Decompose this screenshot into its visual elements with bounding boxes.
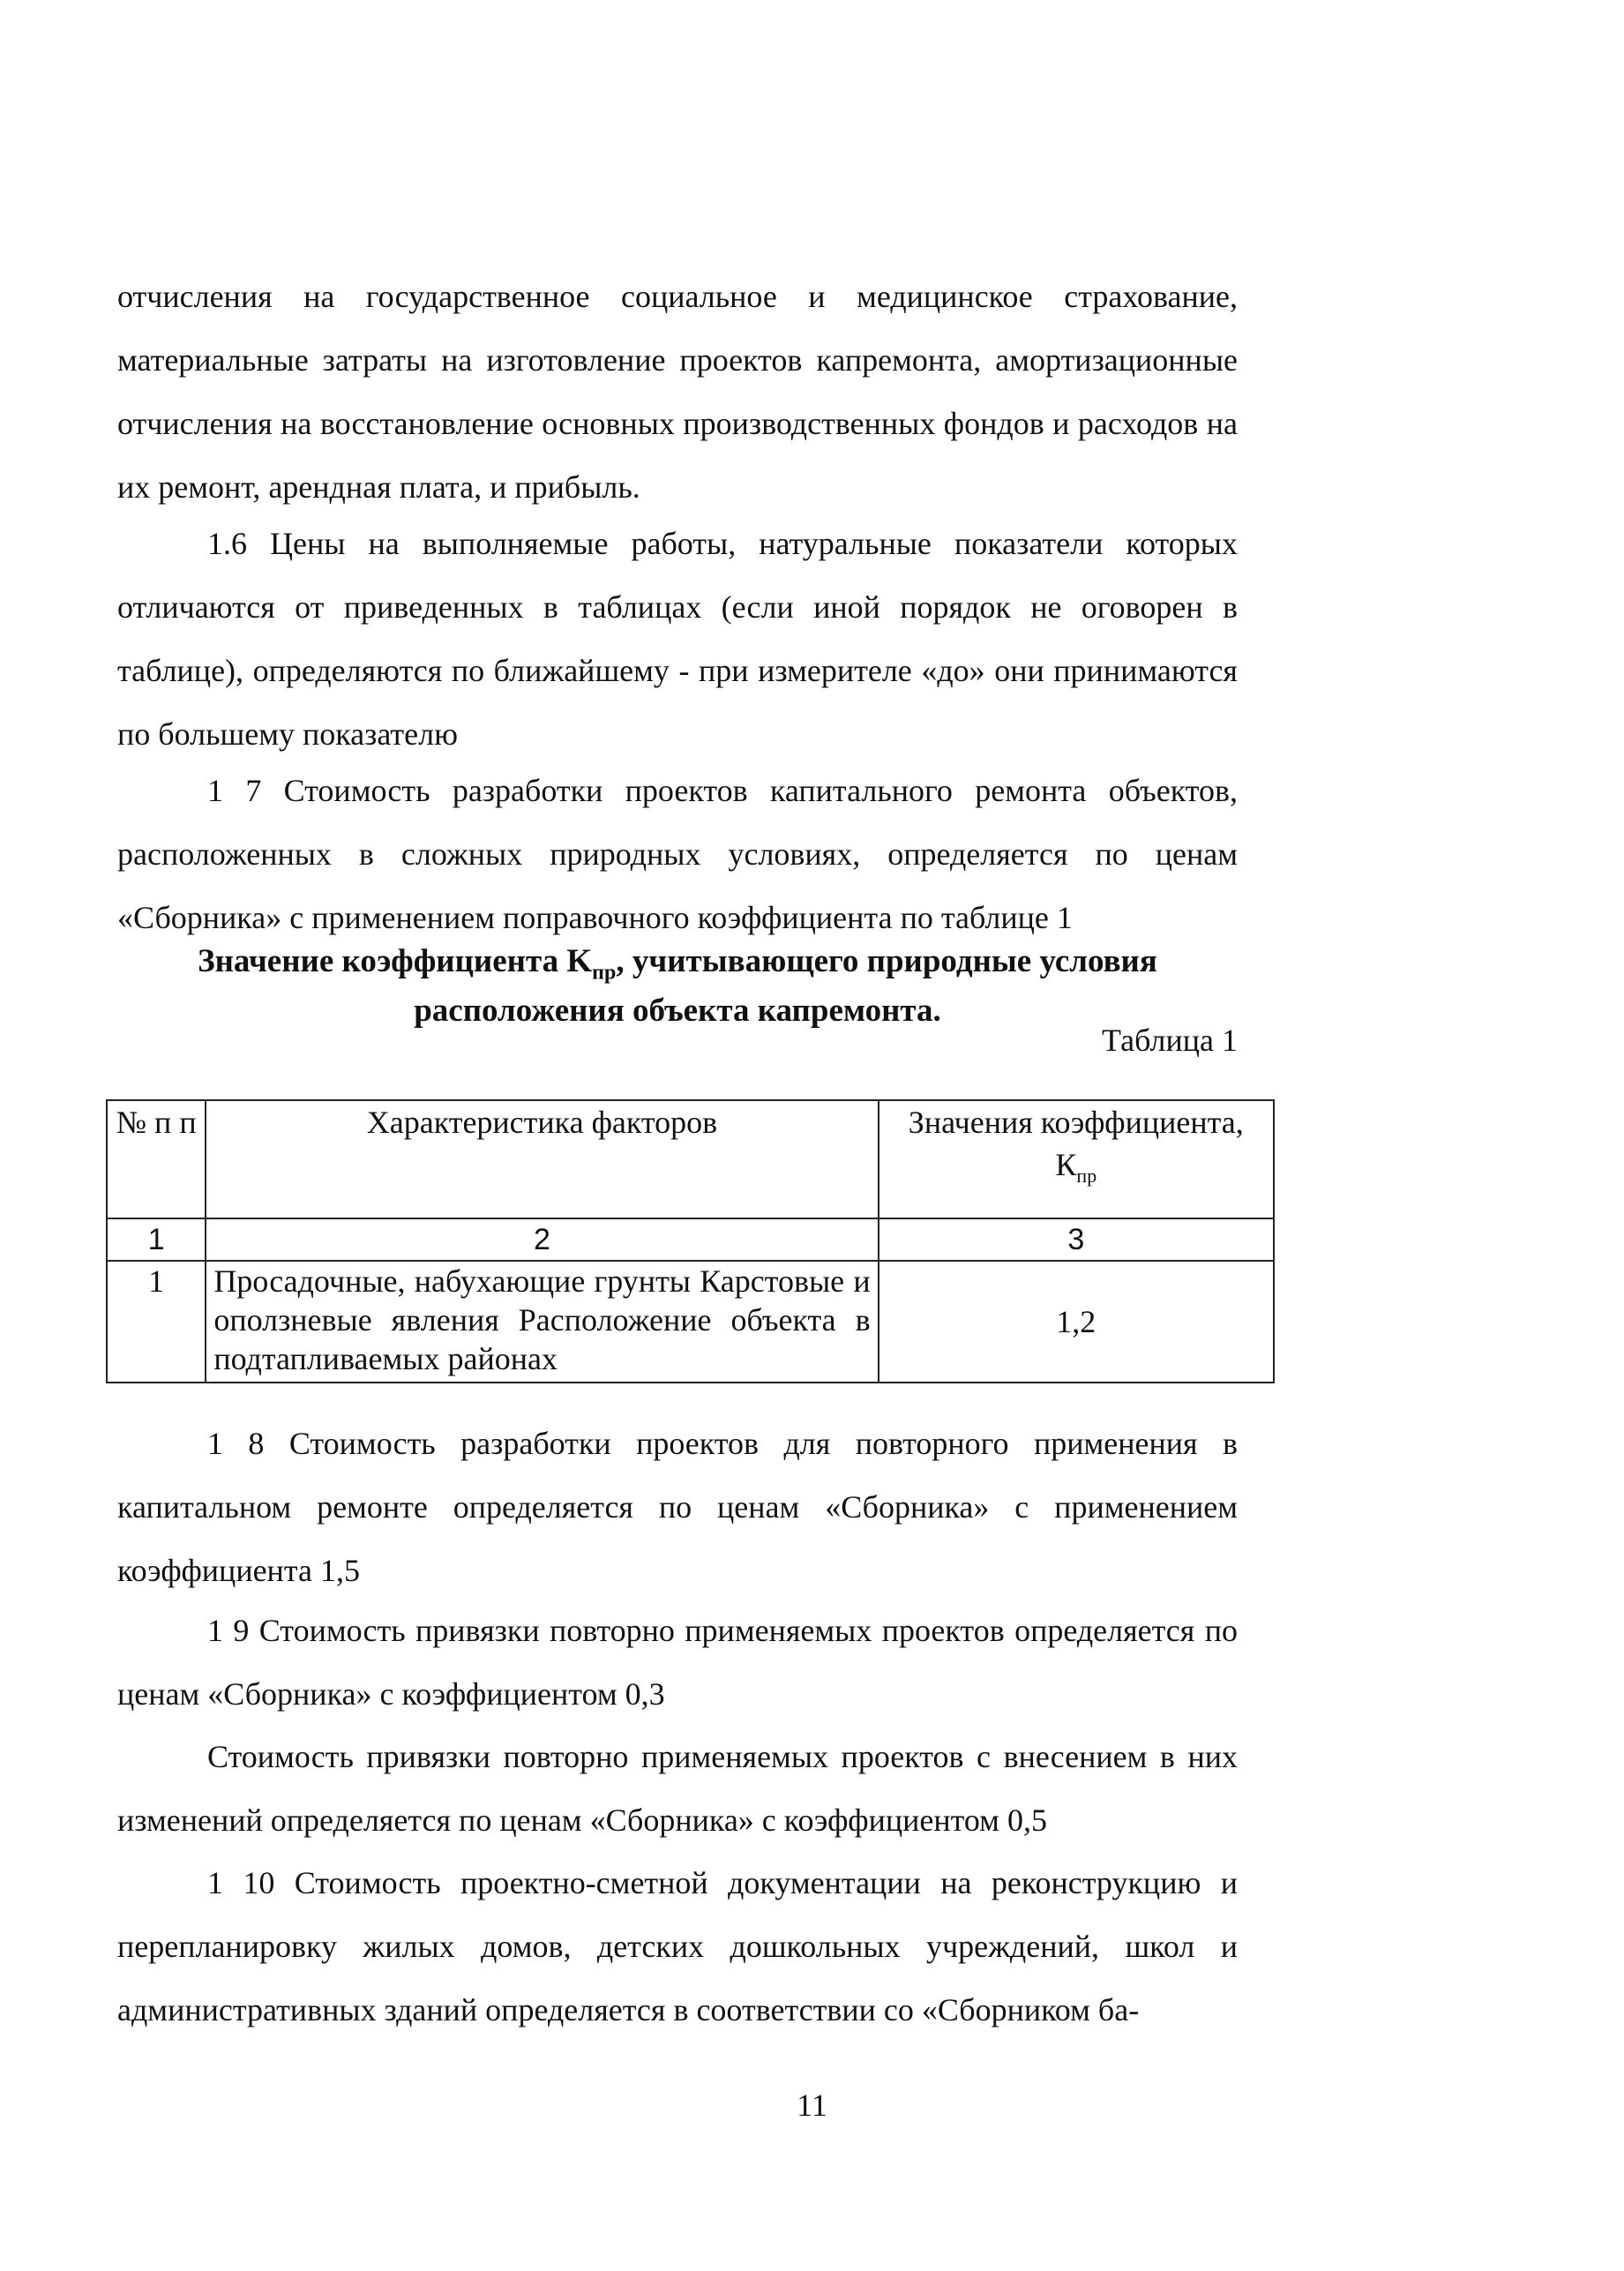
paragraph-insurance-costs: отчисления на государственное социальное и медицинское страхование, материальные затраты на изготовление проектов капремонта, амортизационные отчисления на восстановление основных производственных фондов и расходов на их ремонт, арендная плата, и прибыль. [117, 279, 1238, 505]
paragraph-binding-changes: Стоимость привязки повторно применяемых проектов с внесением в них изменений определяется по ценам «Сборника» с коэффициентом 0,5 [117, 1739, 1238, 1838]
row-number: 1 [107, 1261, 206, 1383]
header-factors: Характеристика факторов [206, 1100, 878, 1218]
table-title-part1: Значение коэффициента K [198, 943, 593, 979]
paragraph-1-9: 1 9 Стоимость привязки повторно применяемых проектов определяется по ценам «Сборника» с коэффициентом 0,3 [117, 1613, 1238, 1712]
coefficient-table [106, 1099, 1275, 1383]
table-title [117, 942, 1238, 1031]
column-number-3: 3 [879, 1218, 1274, 1261]
paragraph-1-6: 1.6 Цены на выполняемые работы, натуральные показатели которых отличаются от приведенных в таблицах (если иной порядок не оговорен в таблице), определяются по ближайшему - при измерителе «до» они принимаются по большему показателю [117, 526, 1238, 752]
table-title-subscript: пр [592, 961, 617, 985]
table-label: Таблица 1 [1102, 1023, 1238, 1058]
table-title-line2: расположения объекта капремонта. [414, 993, 941, 1030]
table-row [107, 1261, 1274, 1383]
page-number: 11 [797, 2087, 827, 2123]
header-number: № п п [107, 1100, 206, 1218]
paragraph-1-8: 1 8 Стоимость разработки проектов для повторного применения в капитальном ремонте определяется по ценам «Сборника» с применением коэффициента 1,5 [117, 1426, 1238, 1588]
row-value: 1,2 [879, 1261, 1274, 1383]
column-number-row [107, 1218, 1274, 1261]
header-coefficient: Значения коэффициента, $К_{пр}$ [879, 1100, 1274, 1218]
row-factor: Просадочные, набухающие грунты Карстовые и оползневые явления Расположение объекта в подтапливаемых районах [206, 1261, 878, 1383]
column-number-2: 2 [206, 1218, 878, 1261]
column-number-1: 1 [107, 1218, 206, 1261]
table-title-part2: , учитывающего природные условия [616, 943, 1157, 979]
paragraph-1-10: 1 10 Стоимость проектно-сметной документации на реконструкцию и перепланировку жилых домов, детских дошкольных учреждений, школ и административных зданий определяется в соответствии со «Сборником ба- [117, 1865, 1238, 2027]
table-header-row [107, 1100, 1274, 1218]
paragraph-1-7: 1 7 Стоимость разработки проектов капитального ремонта объектов, расположенных в сложных природных условиях, определяется по ценам «Сборника» с применением поправочного коэффициента по таблице 1 [117, 773, 1238, 935]
